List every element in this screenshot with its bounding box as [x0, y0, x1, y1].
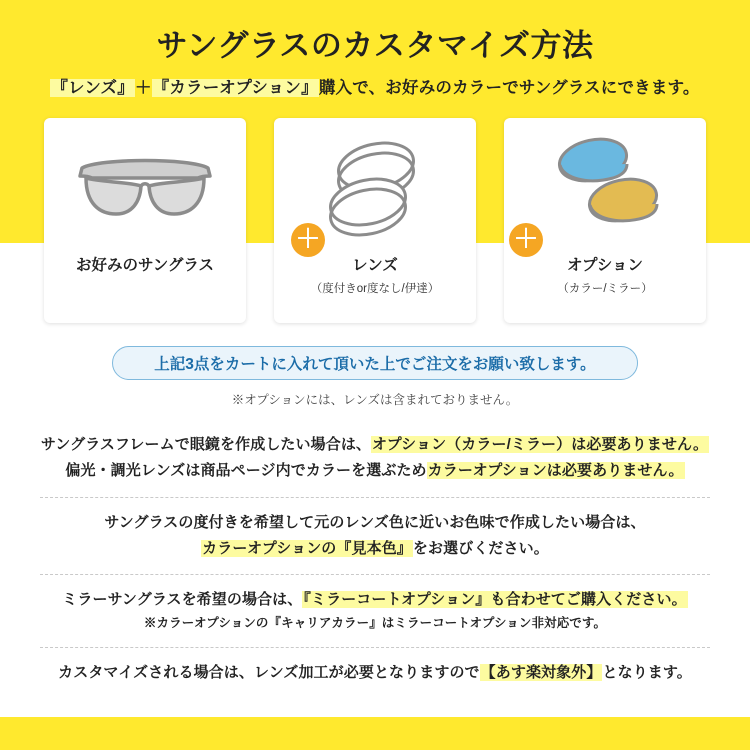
note-0-1-run-1: カラーオプションは必要ありません。 [427, 462, 684, 480]
card-label: レンズ [352, 257, 398, 274]
product-card-row [44, 118, 706, 323]
note-2-small-run-0: ※カラーオプションの『キャリアカラー』はミラーコートオプション非対応です。 [143, 616, 607, 631]
note-section [40, 574, 710, 647]
note-2-0-run-1: 『ミラーコートオプション』も合わせてご購入ください。 [303, 591, 687, 608]
card-label: オプション [566, 257, 644, 274]
subtitle-run-0: 『レンズ』 [51, 79, 134, 97]
note-line [40, 536, 710, 562]
note-3-0-run-0: カスタマイズされる場合は、レンズ加工が必要となりますので [58, 664, 480, 682]
note-0-0-run-1: オプション（カラー/ミラー）は必要ありません。 [372, 436, 709, 453]
card-option [504, 118, 706, 323]
note-3-0-run-1: 【あす楽対象外】 [480, 664, 602, 682]
page-subtitle [0, 74, 750, 98]
note-subline [40, 613, 710, 635]
note-2-0-run-0: ミラーサングラスを希望の場合は、 [62, 591, 303, 608]
note-line [40, 510, 710, 536]
note-line [40, 432, 710, 458]
note-line [40, 660, 710, 686]
card-sublabel: （度付きor度なし/伊達） [310, 282, 440, 295]
note-0-0-run-0: サングラスフレームで眼鏡を作成したい場合は、 [40, 436, 372, 453]
bottom-yellow-band [0, 717, 750, 750]
notes-list [40, 420, 710, 698]
plus-icon-2: ＋ [509, 223, 543, 257]
card-sunglasses [44, 118, 246, 323]
note-1-1-run-1: をお選びください。 [412, 539, 549, 557]
note-0-1-run-0: 偏光・調光レンズは商品ページ内でカラーを選ぶため [65, 462, 427, 480]
plus-icon-1: ＋ [291, 223, 325, 257]
card-label: お好みのサングラス [76, 257, 214, 274]
order-instruction-pill: 上記3点をカートに入れて頂いた上でご注文をお願い致します。 [112, 346, 638, 380]
note-section [40, 420, 710, 497]
note-section [40, 497, 710, 575]
page-title: サングラスのカスタマイズ方法 [156, 28, 594, 63]
note-line [40, 587, 710, 613]
note-line [40, 458, 710, 484]
note-1-0-run-0: サングラスの度付きを希望して元のレンズ色に近いお色味で作成したい場合は、 [104, 513, 646, 531]
card-lens [274, 118, 476, 323]
note-3-0-run-2: となります。 [602, 664, 692, 682]
subtitle-run-2: 『カラーオプション』 [152, 79, 318, 97]
subtitle-run-1: ＋ [134, 79, 152, 97]
note-1-1-run-0: カラーオプションの『見本色』 [202, 539, 412, 557]
card-sublabel: （カラー/ミラー） [557, 282, 653, 295]
subtitle-run-3: 購入で、お好みのカラーでサングラスにできます。 [318, 79, 700, 97]
option-lens-note: ※オプションには、レンズは含まれておりません。 [231, 393, 519, 407]
sunglasses-icon [44, 118, 246, 256]
note-section [40, 647, 710, 698]
